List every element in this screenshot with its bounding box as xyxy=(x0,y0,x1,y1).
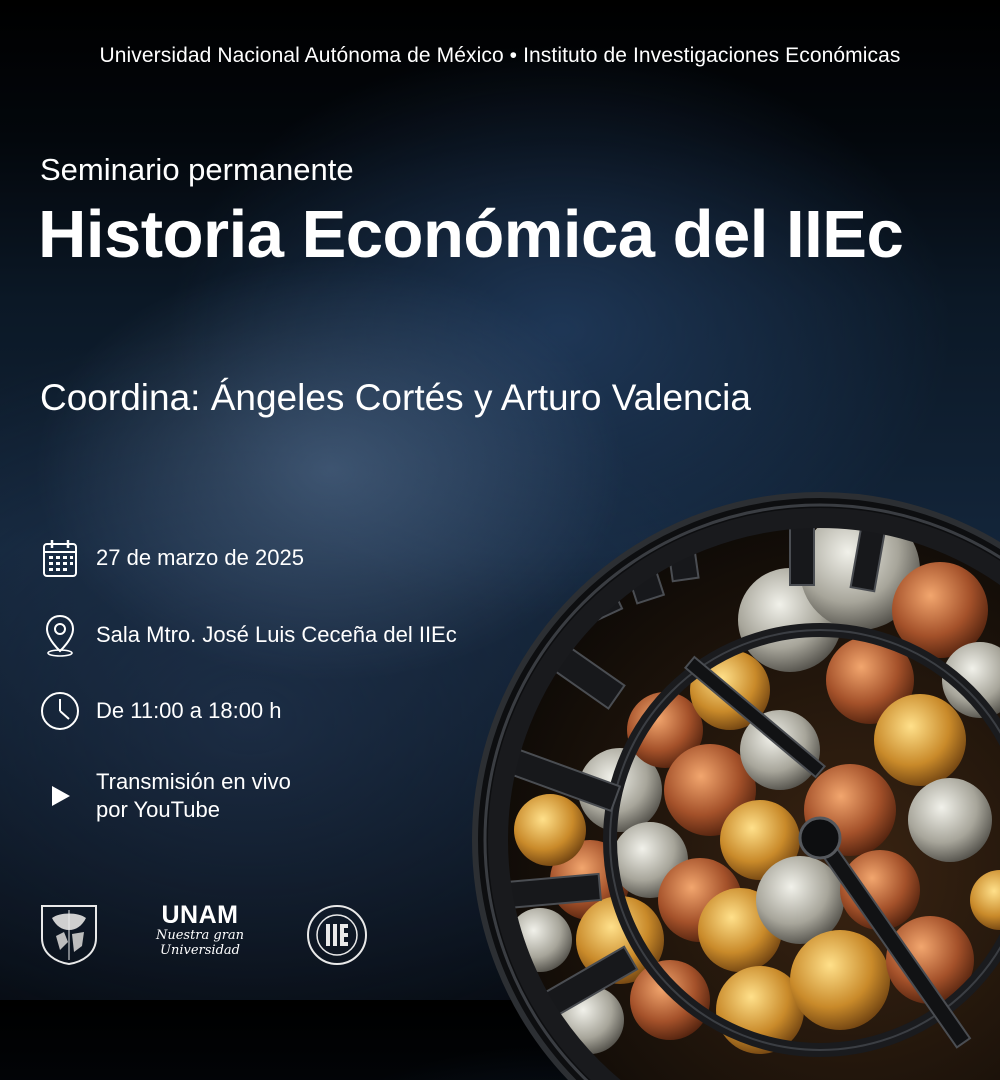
event-subtitle: Seminario permanente xyxy=(40,152,354,187)
iiec-seal-logo xyxy=(306,904,368,966)
unam-wordmark-logo xyxy=(150,902,250,958)
event-stream-row xyxy=(40,768,291,824)
institution-header: Universidad Nacional Autónoma de México • Instituto de Investigaciones Económicas xyxy=(99,44,901,67)
event-stream xyxy=(96,768,291,824)
event-time-row xyxy=(40,691,282,731)
clock-coins-illustration xyxy=(440,460,1000,1080)
calendar-icon xyxy=(40,538,80,578)
event-coordinators: Coordina: Ángeles Cortés y Arturo Valencia xyxy=(40,377,751,418)
unam-shield-logo xyxy=(38,902,100,966)
clock-icon xyxy=(40,691,80,731)
event-location-row xyxy=(40,615,457,655)
event-stream-line1: Transmisión en vivo xyxy=(96,769,291,794)
event-time: De 11:00 a 18:00 h xyxy=(96,698,282,723)
unam-word: UNAM xyxy=(161,901,239,929)
event-stream-line2: por YouTube xyxy=(96,797,220,822)
unam-tagline-1: Nuestra gran xyxy=(155,928,245,943)
event-title: Historia Económica del IIEc xyxy=(38,197,904,272)
event-date-row xyxy=(40,538,304,578)
logos-bar xyxy=(0,898,400,978)
unam-tagline-2: Universidad xyxy=(160,943,240,958)
location-pin-icon xyxy=(40,615,80,655)
event-location: Sala Mtro. José Luis Ceceña del IIEc xyxy=(96,622,457,647)
event-date: 27 de marzo de 2025 xyxy=(96,545,304,570)
play-icon xyxy=(40,776,80,816)
